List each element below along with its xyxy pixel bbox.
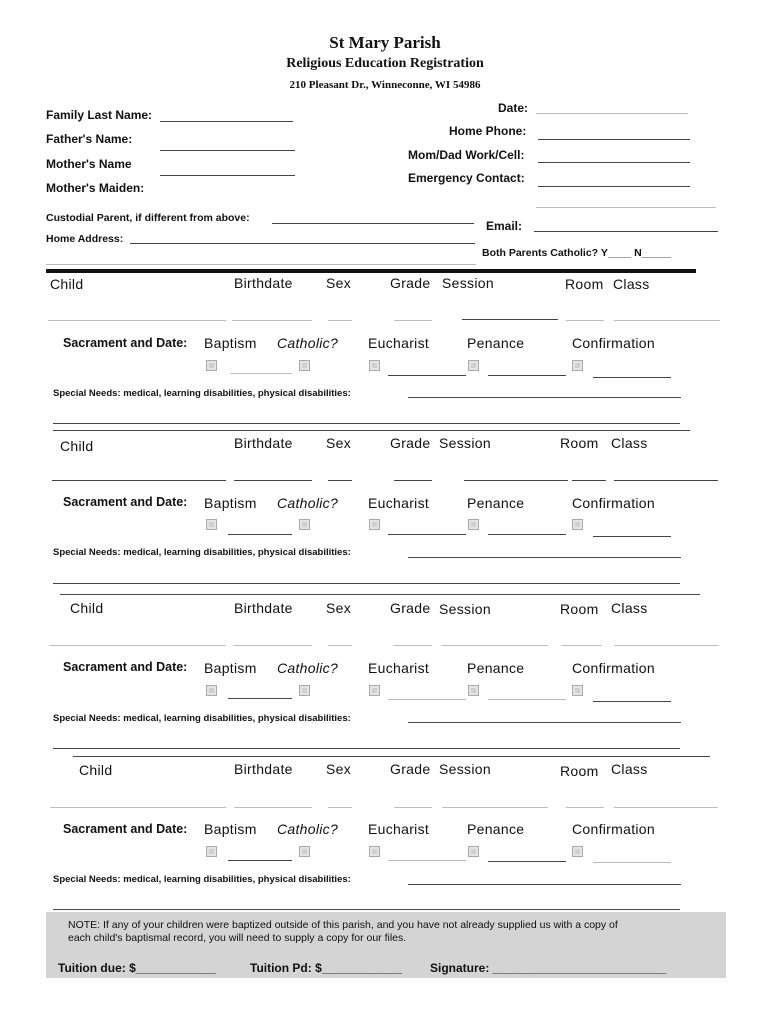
catholic-checkbox[interactable] (299, 360, 310, 371)
catholic-checkbox[interactable] (299, 685, 310, 696)
special-needs-line-2[interactable] (53, 583, 680, 584)
sex-field[interactable] (328, 480, 352, 481)
child-label: Child (70, 600, 104, 616)
catholic-checkbox[interactable] (299, 519, 310, 530)
child-label: Child (79, 762, 113, 778)
emergency-contact-label: Emergency Contact: (408, 171, 525, 185)
special-needs-line-2[interactable] (53, 909, 680, 910)
sacrament-date-label: Sacrament and Date: (63, 495, 188, 509)
grade-field[interactable] (394, 807, 432, 808)
home-phone-label: Home Phone: (449, 124, 527, 138)
confirmation-date-field[interactable] (593, 536, 671, 537)
class-field[interactable] (614, 645, 718, 646)
grade-label: Grade (390, 761, 431, 777)
email-field[interactable] (534, 231, 718, 232)
family-last-name-label: Family Last Name: (46, 108, 153, 122)
special-needs-line-2[interactable] (53, 748, 680, 749)
grade-field[interactable] (394, 320, 432, 321)
class-field[interactable] (614, 480, 718, 481)
grade-label: Grade (390, 600, 431, 616)
session-label: Session (439, 761, 491, 777)
signature-field[interactable]: Signature: __________________________ (430, 961, 667, 975)
birthdate-field[interactable] (234, 645, 312, 646)
sex-label: Sex (326, 275, 352, 291)
child-name-field[interactable] (48, 320, 226, 321)
eucharist-label: Eucharist (368, 821, 430, 837)
tuition-due-field[interactable]: Tuition due: $____________ (58, 961, 216, 975)
baptism-checkbox[interactable] (206, 360, 217, 371)
confirmation-label: Confirmation (572, 495, 655, 511)
sex-field[interactable] (328, 807, 352, 808)
session-field[interactable] (462, 319, 558, 320)
emergency-contact-field[interactable] (538, 186, 690, 187)
grade-field[interactable] (394, 480, 432, 481)
eucharist-checkbox[interactable] (369, 685, 380, 696)
catholic-checkbox[interactable] (299, 846, 310, 857)
penance-date-field[interactable] (488, 534, 566, 535)
baptism-label: Baptism (204, 495, 257, 511)
eucharist-checkbox[interactable] (369, 519, 380, 530)
class-field[interactable] (614, 807, 718, 808)
birthdate-label: Birthdate (234, 435, 293, 451)
penance-checkbox[interactable] (468, 519, 479, 530)
page-title: St Mary Parish (329, 33, 441, 52)
both-catholic-label: Both Parents Catholic? Y____ N_____ (482, 247, 671, 259)
home-phone-field[interactable] (538, 139, 690, 140)
room-label: Room (560, 601, 599, 617)
eucharist-checkbox[interactable] (369, 360, 380, 371)
catholic-label: Catholic? (277, 335, 339, 351)
child-block-divider (73, 756, 710, 757)
email-label: Email: (486, 219, 523, 233)
session-label: Session (442, 275, 494, 291)
sex-label: Sex (326, 761, 352, 777)
penance-date-field[interactable] (488, 861, 566, 862)
child-name-field[interactable] (52, 480, 226, 481)
form-subtitle: Religious Education Registration (286, 56, 484, 71)
baptism-date-field[interactable] (228, 698, 292, 699)
birthdate-field[interactable] (234, 480, 312, 481)
confirmation-date-field[interactable] (593, 862, 671, 863)
address-line-2[interactable] (46, 264, 476, 265)
special-needs-field[interactable] (408, 557, 681, 558)
birthdate-label: Birthdate (234, 761, 293, 777)
eucharist-label: Eucharist (368, 660, 430, 676)
baptism-checkbox[interactable] (206, 519, 217, 530)
sacrament-date-label: Sacrament and Date: (63, 336, 188, 350)
eucharist-label: Eucharist (368, 335, 430, 351)
catholic-label: Catholic? (277, 495, 339, 511)
special-needs-label: Special Needs: medical, learning disabilities, physical disabilities: (53, 713, 351, 724)
special-needs-label: Special Needs: medical, learning disabilities, physical disabilities: (53, 547, 351, 558)
custodial-parent-label: Custodial Parent, if different from above: (46, 212, 250, 224)
sacrament-date-label: Sacrament and Date: (63, 660, 188, 674)
work-cell-field[interactable] (538, 162, 690, 163)
penance-label: Penance (467, 821, 525, 837)
eucharist-date-field[interactable] (388, 699, 466, 700)
mothers-name-field[interactable] (160, 175, 295, 176)
special-needs-field[interactable] (408, 397, 681, 398)
birthdate-label: Birthdate (234, 600, 293, 616)
baptism-label: Baptism (204, 660, 257, 676)
date-label: Date: (498, 101, 529, 115)
child-label: Child (60, 438, 94, 454)
sacrament-date-label: Sacrament and Date: (63, 822, 188, 836)
birthdate-label: Birthdate (234, 275, 293, 291)
sex-label: Sex (326, 435, 352, 451)
mothers-name-label: Mother's Name (46, 157, 132, 171)
birthdate-field[interactable] (234, 807, 312, 808)
mothers-maiden-label: Mother's Maiden: (46, 181, 145, 195)
confirmation-date-field[interactable] (593, 377, 671, 378)
penance-date-field[interactable] (488, 375, 566, 376)
room-label: Room (565, 276, 604, 292)
fathers-name-label: Father's Name: (46, 132, 133, 146)
sex-field[interactable] (328, 320, 352, 321)
home-address-label: Home Address: (46, 233, 124, 245)
class-field[interactable] (614, 320, 720, 321)
class-label: Class (613, 276, 650, 292)
eucharist-label: Eucharist (368, 495, 430, 511)
baptism-date-field[interactable] (228, 860, 292, 861)
child-name-field[interactable] (50, 645, 226, 646)
confirmation-checkbox[interactable] (572, 846, 583, 857)
sex-label: Sex (326, 600, 352, 616)
grade-label: Grade (390, 435, 431, 451)
confirmation-checkbox[interactable] (572, 685, 583, 696)
catholic-label: Catholic? (277, 660, 339, 676)
note-line-2: each child's baptismal record, you will need to supply a copy for our files. (68, 932, 407, 944)
room-label: Room (560, 435, 599, 451)
special-needs-field[interactable] (408, 722, 681, 723)
extra-contact-line[interactable] (536, 207, 716, 208)
confirmation-label: Confirmation (572, 660, 655, 676)
date-field[interactable] (536, 113, 688, 114)
session-field[interactable] (442, 645, 548, 646)
baptism-checkbox[interactable] (206, 846, 217, 857)
note-line-1: NOTE: If any of your children were baptized outside of this parish, and you have not already supplied us with a copy of (68, 919, 618, 931)
eucharist-checkbox[interactable] (369, 846, 380, 857)
room-field[interactable] (566, 320, 604, 321)
birthdate-field[interactable] (232, 320, 312, 321)
special-needs-label: Special Needs: medical, learning disabilities, physical disabilities: (53, 874, 351, 885)
parish-address: 210 Pleasant Dr., Winneconne, WI 54986 (289, 79, 481, 91)
child-name-field[interactable] (50, 807, 226, 808)
room-label: Room (560, 763, 599, 779)
penance-checkbox[interactable] (468, 685, 479, 696)
child-block-divider (53, 430, 690, 431)
family-last-name-field[interactable] (160, 121, 293, 122)
baptism-label: Baptism (204, 821, 257, 837)
eucharist-date-field[interactable] (388, 860, 466, 861)
penance-label: Penance (467, 660, 525, 676)
penance-label: Penance (467, 495, 525, 511)
confirmation-date-field[interactable] (593, 701, 671, 702)
room-field[interactable] (572, 480, 606, 481)
child-block-divider (60, 594, 700, 595)
class-label: Class (611, 435, 648, 451)
confirmation-checkbox[interactable] (572, 360, 583, 371)
penance-checkbox[interactable] (468, 360, 479, 371)
confirmation-checkbox[interactable] (572, 519, 583, 530)
custodial-parent-field[interactable] (272, 223, 474, 224)
catholic-label: Catholic? (277, 821, 339, 837)
session-label: Session (439, 435, 491, 451)
sex-field[interactable] (328, 645, 352, 646)
confirmation-label: Confirmation (572, 335, 655, 351)
class-label: Class (611, 600, 648, 616)
class-label: Class (611, 761, 648, 777)
fathers-name-field[interactable] (160, 150, 295, 151)
grade-label: Grade (390, 275, 431, 291)
eucharist-date-field[interactable] (388, 375, 466, 376)
home-address-field[interactable] (130, 243, 475, 244)
eucharist-date-field[interactable] (388, 534, 466, 535)
special-needs-line-2[interactable] (53, 423, 680, 424)
confirmation-label: Confirmation (572, 821, 655, 837)
room-field[interactable] (566, 807, 604, 808)
session-field[interactable] (442, 807, 548, 808)
section-divider (46, 269, 696, 273)
work-cell-label: Mom/Dad Work/Cell: (408, 148, 525, 162)
penance-checkbox[interactable] (468, 846, 479, 857)
baptism-label: Baptism (204, 335, 257, 351)
penance-date-field[interactable] (488, 699, 566, 700)
session-label: Session (439, 601, 491, 617)
baptism-date-field[interactable] (228, 534, 292, 535)
session-field[interactable] (464, 480, 568, 481)
child-label: Child (50, 276, 84, 292)
grade-field[interactable] (394, 645, 432, 646)
baptism-date-field[interactable] (230, 373, 292, 374)
special-needs-label: Special Needs: medical, learning disabilities, physical disabilities: (53, 388, 351, 399)
special-needs-field[interactable] (408, 884, 681, 885)
tuition-paid-field[interactable]: Tuition Pd: $____________ (250, 961, 402, 975)
baptism-checkbox[interactable] (206, 685, 217, 696)
room-field[interactable] (562, 645, 602, 646)
penance-label: Penance (467, 335, 525, 351)
